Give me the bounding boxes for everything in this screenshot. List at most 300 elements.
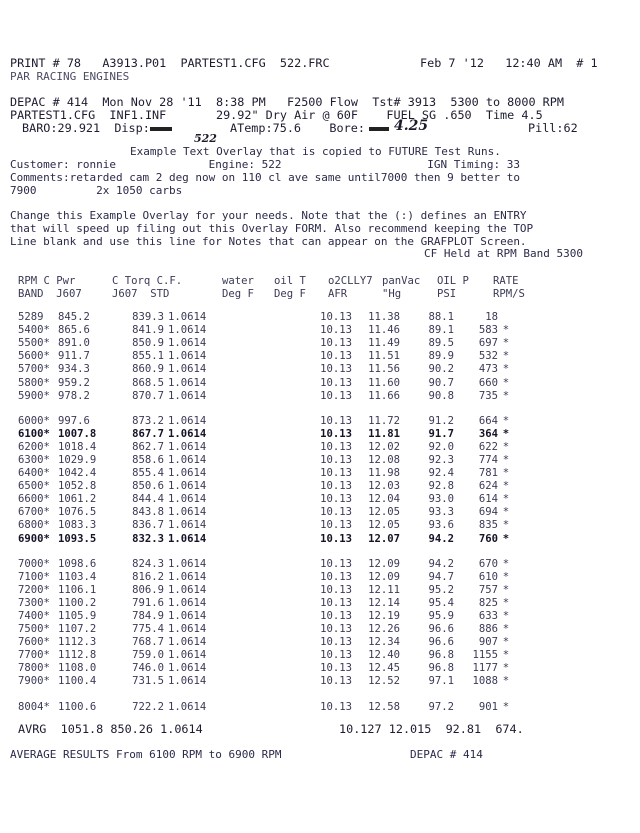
cell-oil: 90.8	[428, 389, 454, 402]
cell-pwr: 1061.2	[58, 493, 97, 506]
cell-rate: 364	[478, 427, 498, 440]
table-row	[18, 636, 514, 649]
cell-torq: 746.0	[132, 662, 164, 675]
cell-pwr: 934.3	[58, 363, 90, 376]
bore-redaction	[369, 122, 389, 135]
cell-afr: 10.13	[320, 700, 352, 713]
header-band-j607: BAND J607	[18, 288, 82, 300]
cell-pwr: 1108.0	[58, 662, 97, 675]
cell-cf: 1.0614	[168, 389, 207, 402]
header-water: water	[222, 275, 254, 287]
cell-afr: 10.13	[320, 596, 352, 609]
cell-oil: 91.7	[428, 427, 454, 440]
header-oil-p: OIL P	[437, 275, 469, 287]
dyno-results-table	[18, 311, 514, 714]
cell-oil: 92.0	[428, 440, 454, 453]
cell-cf: 1.0614	[168, 467, 207, 480]
cell-pwr: 1052.8	[58, 480, 97, 493]
table-row	[18, 662, 514, 675]
cell-afr: 10.13	[320, 636, 352, 649]
cell-cf: 1.0614	[168, 337, 207, 350]
cell-rate: 622	[478, 440, 498, 453]
cell-star: *	[502, 557, 510, 570]
cell-star: *	[502, 337, 510, 350]
cell-afr: 10.13	[320, 557, 352, 570]
group-spacer	[18, 403, 514, 415]
table-row	[18, 350, 514, 363]
cell-oil: 89.5	[428, 337, 454, 350]
cell-oil: 93.3	[428, 506, 454, 519]
pill-label: Pill:62	[528, 121, 578, 135]
cell-hg: 11.38	[368, 311, 400, 324]
cell-star: *	[502, 324, 510, 337]
cell-pwr: 1112.3	[58, 636, 97, 649]
cell-band: 5700*	[18, 363, 50, 376]
cell-band: 8004*	[18, 700, 50, 713]
cell-hg: 12.07	[368, 532, 400, 545]
cell-cf: 1.0614	[168, 480, 207, 493]
cell-afr: 10.13	[320, 662, 352, 675]
header-o2: o2CLLY7	[328, 275, 373, 287]
cell-torq: 870.7	[132, 389, 164, 402]
cell-torq: 836.7	[132, 519, 164, 532]
cell-hg: 12.14	[368, 596, 400, 609]
table-row	[18, 441, 514, 454]
comments-line-2: 7900 2x 1050 carbs	[10, 184, 183, 197]
group-spacer-cell	[18, 546, 514, 558]
cell-afr: 10.13	[320, 675, 352, 688]
header-oil-temp-unit: Deg F	[274, 288, 306, 300]
cell-pwr: 1007.8	[58, 427, 97, 440]
cell-oil: 95.2	[428, 583, 454, 596]
overlay-title: Example Text Overlay that is copied to FUTURE Test Runs.	[130, 145, 501, 158]
cell-cf: 1.0614	[168, 506, 207, 519]
cell-oil: 94.7	[428, 570, 454, 583]
cell-band: 7400*	[18, 610, 50, 623]
cell-band: 6100*	[18, 427, 50, 440]
cell-oil: 97.2	[428, 700, 454, 713]
cell-rate: 781	[478, 467, 498, 480]
cell-hg: 11.66	[368, 389, 400, 402]
header-rpm-pwr: RPM C Pwr	[18, 275, 76, 287]
cell-rate: 825	[478, 596, 498, 609]
average-rate: 674.	[495, 722, 524, 736]
cell-band: 5500*	[18, 337, 50, 350]
cell-rate: 694	[478, 506, 498, 519]
cell-band: 5900*	[18, 389, 50, 402]
cell-oil: 95.4	[428, 596, 454, 609]
table-row	[18, 533, 514, 546]
header-oil-temp: oil T	[274, 275, 306, 287]
footer-depac: DEPAC # 414	[410, 748, 483, 761]
cell-hg: 12.45	[368, 662, 400, 675]
cell-rate: 624	[478, 480, 498, 493]
cell-star: *	[502, 480, 510, 493]
table-row	[18, 519, 514, 532]
cell-rate: 774	[478, 453, 498, 466]
run-info-line-3	[22, 122, 172, 135]
cell-torq: 816.2	[132, 570, 164, 583]
table-row	[18, 467, 514, 480]
group-spacer-cell	[18, 403, 514, 415]
cell-afr: 10.13	[320, 453, 352, 466]
cell-afr: 10.13	[320, 467, 352, 480]
cell-star: *	[502, 519, 510, 532]
cell-rate: 610	[478, 570, 498, 583]
cell-oil: 89.1	[428, 324, 454, 337]
cell-afr: 10.13	[320, 583, 352, 596]
cell-band: 7500*	[18, 623, 50, 636]
cell-band: 7700*	[18, 649, 50, 662]
cell-oil: 96.6	[428, 636, 454, 649]
cell-star: *	[502, 700, 510, 713]
cell-hg: 11.56	[368, 363, 400, 376]
cell-afr: 10.13	[320, 440, 352, 453]
notes-line-2: that will speed up filing out this Overlay FORM. Also recommend keeping the TOP	[10, 222, 534, 235]
cell-star: *	[502, 583, 510, 596]
cell-rate: 760	[478, 532, 498, 545]
cell-torq: 791.6	[132, 596, 164, 609]
cell-torq: 768.7	[132, 636, 164, 649]
cell-cf: 1.0614	[168, 649, 207, 662]
table-row	[18, 610, 514, 623]
cell-oil: 91.2	[428, 414, 454, 427]
cell-afr: 10.13	[320, 376, 352, 389]
average-row-right	[339, 723, 524, 736]
cell-rate: 660	[478, 376, 498, 389]
average-row	[18, 723, 203, 736]
cell-oil: 94.2	[428, 557, 454, 570]
cell-torq: 775.4	[132, 623, 164, 636]
cell-cf: 1.0614	[168, 623, 207, 636]
cell-band: 5800*	[18, 376, 50, 389]
cell-pwr: 978.2	[58, 389, 90, 402]
cell-afr: 10.13	[320, 519, 352, 532]
cell-hg: 11.49	[368, 337, 400, 350]
cell-torq: 844.4	[132, 493, 164, 506]
table-row	[18, 454, 514, 467]
cell-hg: 12.19	[368, 610, 400, 623]
cell-cf: 1.0614	[168, 519, 207, 532]
cell-torq: 858.6	[132, 453, 164, 466]
cell-torq: 868.5	[132, 376, 164, 389]
table-row	[18, 480, 514, 493]
cell-rate: 1177	[472, 662, 498, 675]
cell-band: 6500*	[18, 480, 50, 493]
notes-line-3: Line blank and use this line for Notes that can appear on the GRAFPLOT Screen.	[10, 235, 527, 248]
cell-torq: 850.9	[132, 337, 164, 350]
cell-hg: 12.05	[368, 506, 400, 519]
cell-afr: 10.13	[320, 363, 352, 376]
cell-band: 6800*	[18, 519, 50, 532]
cell-rate: 1088	[472, 675, 498, 688]
cell-oil: 90.7	[428, 376, 454, 389]
table-row	[18, 363, 514, 376]
cell-star: *	[502, 363, 510, 376]
cell-star: *	[502, 427, 510, 440]
atemp-bore-label: ATemp:75.6 Bore:	[230, 121, 365, 135]
footer-average-range: AVERAGE RESULTS From 6100 RPM to 6900 RPM	[10, 748, 282, 761]
cell-band: 7200*	[18, 583, 50, 596]
cell-star: *	[502, 453, 510, 466]
average-label: AVRG	[18, 722, 47, 736]
cell-oil: 92.3	[428, 453, 454, 466]
disp-handwritten-note: 522	[194, 132, 217, 145]
cell-oil: 93.6	[428, 519, 454, 532]
cell-rate: 18	[485, 311, 498, 324]
cell-pwr: 1112.8	[58, 649, 97, 662]
cell-star: *	[502, 350, 510, 363]
cell-hg: 11.98	[368, 467, 400, 480]
average-oil: 92.81	[445, 722, 482, 736]
cell-band: 6000*	[18, 414, 50, 427]
cell-cf: 1.0614	[168, 700, 207, 713]
cell-oil: 93.0	[428, 493, 454, 506]
cell-hg: 12.26	[368, 623, 400, 636]
table-row	[18, 571, 514, 584]
cell-cf: 1.0614	[168, 350, 207, 363]
cell-rate: 757	[478, 583, 498, 596]
cell-band: 7300*	[18, 596, 50, 609]
cell-hg: 12.09	[368, 570, 400, 583]
cell-torq: 862.7	[132, 440, 164, 453]
cell-rate: 633	[478, 610, 498, 623]
header-rpms: RPM/S	[493, 288, 525, 300]
cell-afr: 10.13	[320, 570, 352, 583]
cell-rate: 532	[478, 350, 498, 363]
cell-rate: 735	[478, 389, 498, 402]
cell-afr: 10.13	[320, 427, 352, 440]
cell-hg: 12.58	[368, 700, 400, 713]
cell-star: *	[502, 493, 510, 506]
cell-hg: 12.40	[368, 649, 400, 662]
cell-band: 6400*	[18, 467, 50, 480]
cell-pwr: 1100.6	[58, 700, 97, 713]
print-header-left: PRINT # 78 A3913.P01 PARTEST1.CFG 522.FRC	[10, 56, 330, 70]
cell-oil: 89.9	[428, 350, 454, 363]
company-name: PAR RACING ENGINES	[10, 70, 130, 83]
cell-torq: 867.7	[132, 427, 164, 440]
cell-star: *	[502, 506, 510, 519]
cell-torq: 806.9	[132, 583, 164, 596]
cell-torq: 824.3	[132, 557, 164, 570]
cell-star: *	[502, 675, 510, 688]
cell-pwr: 1018.4	[58, 440, 97, 453]
cell-rate: 473	[478, 363, 498, 376]
print-header-right: Feb 7 '12 12:40 AM # 1	[420, 56, 598, 70]
cell-hg: 12.52	[368, 675, 400, 688]
table-row	[18, 311, 514, 324]
cell-pwr: 997.6	[58, 414, 90, 427]
cell-afr: 10.13	[320, 480, 352, 493]
table-row	[18, 376, 514, 389]
cell-rate: 670	[478, 557, 498, 570]
cell-afr: 10.13	[320, 610, 352, 623]
cell-band: 6200*	[18, 440, 50, 453]
notes-line-4: CF Held at RPM Band 5300	[424, 247, 583, 260]
cell-star: *	[502, 636, 510, 649]
run-info-line-1: DEPAC # 414 Mon Nov 28 '11 8:38 PM F2500 Flow Tst# 3913 5300 to 8000 RPM	[10, 95, 564, 109]
cell-star	[498, 311, 514, 324]
cell-cf: 1.0614	[168, 440, 207, 453]
cell-pwr: 1107.2	[58, 623, 97, 636]
cell-hg: 12.11	[368, 583, 400, 596]
group-spacer	[18, 546, 514, 558]
table-row	[18, 506, 514, 519]
table-row	[18, 623, 514, 636]
cell-pwr: 1100.2	[58, 596, 97, 609]
cell-oil: 92.4	[428, 467, 454, 480]
cell-band: 6600*	[18, 493, 50, 506]
cell-pwr: 1076.5	[58, 506, 97, 519]
cell-pwr: 1029.9	[58, 453, 97, 466]
cell-hg: 12.34	[368, 636, 400, 649]
cell-afr: 10.13	[320, 324, 352, 337]
cell-hg: 12.03	[368, 480, 400, 493]
cell-pwr: 1093.5	[58, 532, 97, 545]
cell-afr: 10.13	[320, 532, 352, 545]
cell-torq: 873.2	[132, 414, 164, 427]
cell-torq: 855.1	[132, 350, 164, 363]
cell-afr: 10.13	[320, 623, 352, 636]
cell-oil: 92.8	[428, 480, 454, 493]
table-row	[18, 493, 514, 506]
average-hg: 12.015	[388, 722, 432, 736]
cell-afr: 10.13	[320, 493, 352, 506]
cell-star: *	[502, 532, 510, 545]
table-row	[18, 597, 514, 610]
cell-torq: 759.0	[132, 649, 164, 662]
cell-star: *	[502, 570, 510, 583]
table-row	[18, 324, 514, 337]
cell-torq: 841.9	[132, 324, 164, 337]
cell-star: *	[502, 662, 510, 675]
cell-band: 7000*	[18, 557, 50, 570]
cell-rate: 697	[478, 337, 498, 350]
cell-cf: 1.0614	[168, 596, 207, 609]
cell-rate: 583	[478, 324, 498, 337]
cell-cf: 1.0614	[168, 662, 207, 675]
cell-pwr: 865.6	[58, 324, 90, 337]
average-pwr: 1051.8	[60, 722, 104, 736]
cell-band: 5289	[18, 311, 44, 324]
cell-star: *	[502, 376, 510, 389]
cell-oil: 94.2	[428, 532, 454, 545]
cell-pwr: 959.2	[58, 376, 90, 389]
cell-cf: 1.0614	[168, 557, 207, 570]
cell-star: *	[502, 596, 510, 609]
cell-hg: 12.09	[368, 557, 400, 570]
cell-rate: 835	[478, 519, 498, 532]
table-row	[18, 584, 514, 597]
cell-cf: 1.0614	[168, 376, 207, 389]
redaction-mark	[369, 127, 389, 131]
cell-band: 5400*	[18, 324, 50, 337]
cell-torq: 839.3	[132, 311, 164, 324]
header-rate: RATE	[493, 275, 519, 287]
cell-star: *	[502, 623, 510, 636]
cell-oil: 95.9	[428, 610, 454, 623]
cell-pwr: 911.7	[58, 350, 90, 363]
header-panvac: panVac	[382, 275, 421, 287]
table-row	[18, 428, 514, 441]
cell-torq: 860.9	[132, 363, 164, 376]
cell-oil: 90.2	[428, 363, 454, 376]
cell-hg: 12.04	[368, 493, 400, 506]
group-spacer	[18, 689, 514, 701]
cell-hg: 12.08	[368, 453, 400, 466]
cell-hg: 12.02	[368, 440, 400, 453]
cell-pwr: 1100.4	[58, 675, 97, 688]
cell-pwr: 1083.3	[58, 519, 97, 532]
cell-afr: 10.13	[320, 350, 352, 363]
header-j607-std: J607 STD	[112, 288, 170, 300]
cell-star: *	[502, 440, 510, 453]
cell-afr: 10.13	[320, 337, 352, 350]
cell-rate: 907	[478, 636, 498, 649]
cell-band: 6700*	[18, 506, 50, 519]
average-cf: 1.0614	[160, 722, 203, 736]
table-row	[18, 390, 514, 403]
average-torq: 850.26	[110, 722, 153, 736]
cell-hg: 11.60	[368, 376, 400, 389]
dyno-results-body	[18, 311, 514, 714]
cell-rate: 886	[478, 623, 498, 636]
cell-afr: 10.13	[320, 506, 352, 519]
cell-pwr: 1105.9	[58, 610, 97, 623]
redaction-mark	[150, 127, 172, 131]
cell-cf: 1.0614	[168, 675, 207, 688]
cell-pwr: 1106.1	[58, 583, 97, 596]
cell-star: *	[502, 649, 510, 662]
group-spacer-cell	[18, 689, 514, 701]
cell-cf: 1.0614	[168, 324, 207, 337]
cell-star: *	[502, 389, 510, 402]
cell-hg: 11.51	[368, 350, 400, 363]
cell-pwr: 845.2	[58, 311, 90, 324]
notes-line-1: Change this Example Overlay for your needs. Note that the (:) defines an ENTRY	[10, 209, 527, 222]
header-afr: AFR	[328, 288, 348, 300]
cell-hg: 11.72	[368, 414, 400, 427]
cell-torq: 855.4	[132, 467, 164, 480]
table-row	[18, 558, 514, 571]
table-row	[18, 675, 514, 688]
header-torq-cf: C Torq C.F.	[112, 275, 183, 287]
cell-oil: 88.1	[428, 311, 454, 324]
cell-oil: 96.8	[428, 662, 454, 675]
cell-band: 7800*	[18, 662, 50, 675]
cell-oil: 96.6	[428, 623, 454, 636]
cell-pwr: 1042.4	[58, 467, 97, 480]
cell-torq: 843.8	[132, 506, 164, 519]
cell-cf: 1.0614	[168, 570, 207, 583]
cell-rate: 901	[478, 700, 498, 713]
cell-oil: 97.1	[428, 675, 454, 688]
table-row	[18, 337, 514, 350]
customer-line: Customer: ronnie Engine: 522 IGN Timing: 33	[10, 158, 520, 171]
cell-band: 6900*	[18, 532, 50, 545]
cell-pwr: 1098.6	[58, 557, 97, 570]
bore-handwritten-note: 4.25	[394, 118, 429, 134]
cell-torq: 850.6	[132, 480, 164, 493]
header-psi: PSI	[437, 288, 457, 300]
cell-band: 7900*	[18, 675, 50, 688]
cell-band: 5600*	[18, 350, 50, 363]
cell-hg: 12.05	[368, 519, 400, 532]
cell-torq: 731.5	[132, 675, 164, 688]
cell-star: *	[502, 414, 510, 427]
cell-rate: 664	[478, 414, 498, 427]
